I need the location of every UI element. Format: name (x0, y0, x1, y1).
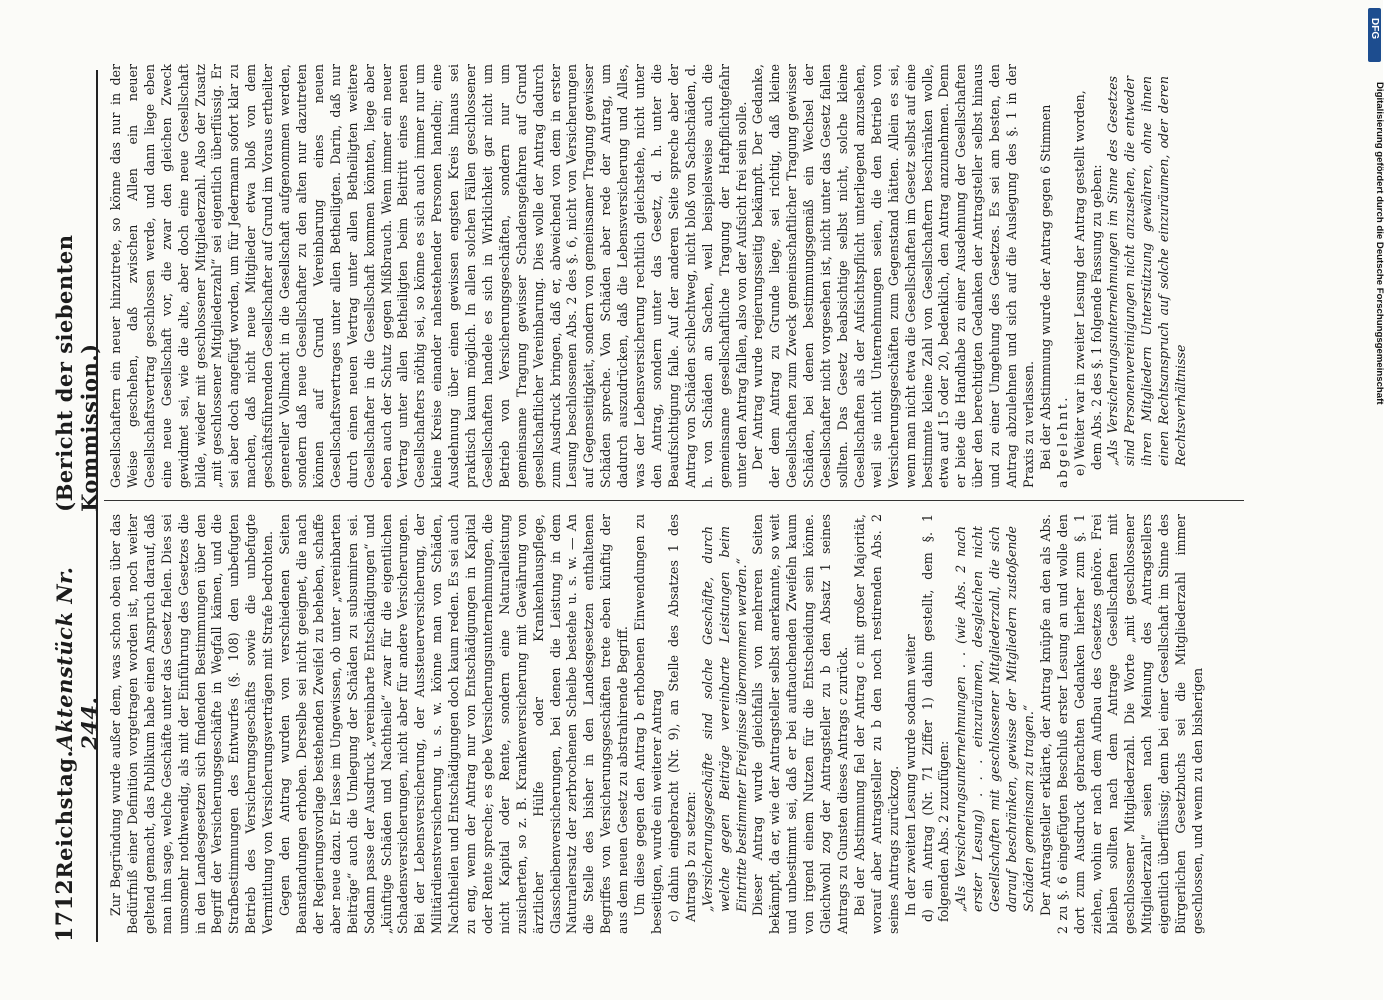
header-center-title: Aktenstück Nr. 244. (52, 566, 102, 750)
left-column-paragraph: Zur Begründung wurde außer dem, was schon oben über das Bedürfniß einer Definition vorgetragen worden ist, noch weiter geltend gemacht, das Publikum habe einen Anspruch darauf, daß man ihm sage, welche Geschäfte unter das Gesetz fielen. Dies sei umsomehr nothwendig, als mit der Einführung des Gesetzes die in den Landesgesetzen sich findenden Bestimmungen über den Begriff der Versicherungsgeschäfte in Wegfall kämen, und die Strafbestimmungen des Entwurfes (§. 108) den unbefugten Betrieb des Versicherungsgeschäfts sowie die unbefugte Vermittlung von Versicherungsverträgen mit Strafe bedrohten. (108, 514, 276, 934)
right-column-paragraph: „Als Versicherungsunternehmungen im Sinne des Gesetzes sind Personenvereinigungen nicht anzusehen, die entweder ihren Mitgliedern Unterstützung gewähren, ohne ihnen einen Rechtsanspruch auf solche einzuräumen, oder deren Rechtsverhältnisse (1105, 76, 1189, 466)
right-column-paragraph: Bei der Abstimmung wurde der Antrag gegen 6 Stimmen (1037, 104, 1053, 470)
header-right-title: (Bericht der siebenten Kommission.) (52, 234, 102, 512)
digitization-credit (1372, 12, 1386, 992)
left-column-paragraph: „Als Versicherungsunternehmungen . . (wie Abs. 2 nach erster Lesung) . . . einzuräumen, desgleichen nicht Gesellschaften mit geschlossener Mitgliederzahl, die sich darauf beschränken, gewisse der Mitgliedern zustoßende Schäden gemeinsam zu tragen.“ (953, 526, 1036, 912)
left-column-paragraph: In der zweiten Lesung wurde sodann weiter (902, 634, 918, 916)
left-column-paragraph: Dieser Antrag wurde gleichfalls von mehreren Seiten bekämpft, da er, wie der Antragsteller selbst anerkannte, so weit und unbestimmt sei, daß er bei auftauchenden Zweifeln kaum von irgend einem Nutzen für die Entscheidung sein könne. Gleichwohl zog der Antragsteller zu b den Absatz 1 seines Antrags zu Gunsten dieses Antrags c zurück. (750, 514, 850, 934)
dfg-logo (1368, 8, 1381, 62)
right-column-paragraph: Gesellschaftern ein neuer hinzutrete, so könne das nur in der Weise geschehen, daß zwischen Allen ein neuer Gesellschaftsvertrag geschlossen werde, und dann liege eben eine neue Gesellschaft vor, die zwar den gleichen Zweck gewidmet sei, wie die alte, aber doch eine neue Gesellschaft bilde, wieder mit geschlossener Mitgliederzahl. Also der Zusatz „mit geschlossener Mitgliederzahl“ sei eigentlich überflüssig. Er sei aber doch angefügt worden, um für Jedermann sofort klar zu machen, daß nicht neue Mitglieder etwa bloß von dem geschäftsführenden Gesellschafter auf Grund im Voraus ertheilter genereller Vollmacht in die Gesellschaft aufgenommen werden, sondern daß neue Gesellschafter zu den alten nur dazutreten können auf Grund Vereinbarung eines neuen Gesellschaftsvertrages unter allen Betheiligten. Darin, daß nur durch einen neuen Vertrag unter allen Betheiligten weitere Gesellschafter in die Gesellschaft kommen könnten, liege aber eben auch der Schutz gegen Mißbrauch. Wenn immer ein neuer Vertrag unter allen Betheiligten beim Beitritt eines neuen Gesellschafters nöthig sei, so könne es sich auch immer nur um kleine Kreise einander nahestehender Personen handeln; eine Ausdehnung über einen gewissen engsten Kreis hinaus sei praktisch kaum möglich. In allen solchen Fällen geschlossener Gesellschaften handele es sich in Wirklichkeit gar nicht um Betrieb von Versicherungsgeschäften, sondern nur um gemeinsame Tragung gewisser Schadensgefahren auf Grund gesellschaftlicher Vereinbarung. Dies wolle der Antrag dadurch zum Ausdruck bringen, daß er, abweichend von dem in erster Lesung beschlossenen Abs. 2 des §. 6, nicht von Versicherungen auf Gegenseitigkeit, sondern von gemeinsamer Tragung gewisser Schäden spreche. Von Schäden aber rede der Antrag, um dadurch auszudrücken, daß die Lebensversicherung und Alles, was der Lebensversicherung rechtlich gleichstehe, nicht unter den Antrag, sondern unter das Gesetz, d. h. unter die Beaufsichtigung falle. Auf der anderen Seite spreche aber der Antrag von Schäden schlechtweg, nicht bloß von Sachschäden, d. h. von Schäden an Sachen, weil beispielsweise auch die gemeinsame gesellschaftliche Tragung der Haftpflichtgefahr unter den Antrag fallen, also von der Aufsicht frei sein solle. (108, 64, 749, 488)
left-column-paragraph: Der Antragsteller erklärte, der Antrag knüpfe an den als Abs. 2 zu §. 6 eingefügten Beschluß erster Lesung an und wolle den dort zum Ausdruck gebrachten Gedanken hierher zum §. 1 ziehen, wohin er nach dem Aufbau des Gesetzes gehöre. Frei bleiben sollten nach dem Antrage Gesellschaften mit geschlossener Mitgliederzahl. Die Worte „mit geschlossener Mitgliederzahl“ seien nach Meinung des Antragstellers eigentlich überflüssig; denn bei einer Gesellschaft im Sinne des Bürgerlichen Gesetzbuchs sei die Mitgliederzahl immer geschlossen, und wenn zu den bisherigen (1037, 514, 1205, 934)
right-column-paragraph: Der Antrag wurde regierungsseitig bekämpft. Der Gedanke, der dem Antrag zu Grunde liege, sei richtig, daß kleine Gesellschaften zum Zweck gemeinschaftlicher Tragung gewisser Schäden, bei denen bestimmungsgemäß ein Wechsel der Gesellschafter nicht vorgesehen ist, nicht unter das Gesetz fallen sollten. Das Gesetz beabsichtige selbst nicht, solche kleine Gesellschaften als der Aufsichtspflicht unterliegend anzusehen, weil sie nicht Unternehmungen seien, die den Betrieb von Versicherungsgeschäften zum Gegenstand hätten. Allein es sei, wenn man nicht etwa die Gesellschaften im Gesetz selbst auf eine bestimmte kleine Zahl von Gesellschaftern beschränken wolle, etwa auf 15 oder 20, bedenklich, den Antrag anzunehmen. Denn er biete die Handhabe zu einer Ausdehnung der Gesellschaften über den berechtigten Gedanken der Antragsteller selbst hinaus und zu einer Umgehung des Gesetzes. Es sei am besten, den Antrag abzulehnen und sich auf die Auslegung des §. 1 in der Praxis zu verlassen. (750, 64, 1036, 488)
left-column-paragraph: c) dahin eingebracht (Nr. 9), an Stelle des Absatzes 1 des Antrags b zu setzen: (665, 514, 698, 922)
page-header (52, 70, 102, 942)
right-text-column (108, 64, 1243, 488)
left-column-paragraph: Gegen den Antrag wurden von verschiedenen Seiten Beanstandungen erhoben. Derselbe sei nicht geeignet, die nach der Regierungsvorlage bestehenden Zweifel zu beheben, schaffe aber neue dazu. Er lasse im Ungewissen, ob unter „vereinbarten Beiträge“ auch die Umlegung der Schäden zu subsumiren sei. Sodann passe der Ausdruck „vereinbarte Entschädigungen“ und „künftige Schäden und Nachtheile“ zwar für die eigentlichen Schadensversicherungen, nicht aber für andere Versicherungen. Bei der Lebensversicherung, der Aussteuerversicherung, der Militärdienstversicherung u. s. w. könne man von Schäden, Nachtheilen und Entschädigungen doch kaum reden. Es sei auch zu eng, wenn der Antrag nur von Entschädigungen in Kapital oder Rente spreche; es gebe Versicherungsunternehmungen, die nicht Kapital oder Rente, sondern eine Naturalleistung zusicherten, so z. B. Krankenversicherung mit Gewährung von ärztlicher Hülfe oder Krankenhauspflege, Glasscheibenversicherungen, bei denen die Leistung in dem Naturalersatz der zerbrochenen Scheibe bestehe u. s. w. — An die Stelle des bisher in den Landesgesetzen enthaltenen Begriffes von Versicherungsgeschäften trete eben künftig der aus dem neuen Gesetz zu abstrahirende Begriff. (277, 514, 631, 934)
column-divider (104, 500, 1244, 501)
header-left-title: Reichstag. (52, 749, 77, 879)
right-column-paragraph: dem Abs. 2 des §. 1 folgende Fassung zu geben: (1088, 164, 1104, 470)
left-column-paragraph: „Versicherungsgeschäfte sind solche Geschäfte, durch welche gegen Beiträge vereinbarte Leistungen beim Eintritte bestimmter Ereignisse übernommen werden.“ (699, 526, 749, 912)
dfg-logo-text: DFG (1369, 18, 1380, 40)
right-column-paragraph: e) Weiter war in zweiter Lesung der Antrag gestellt worden, (1071, 90, 1087, 476)
left-column-paragraph: d) ein Antrag (Nr. 71 Ziffer 1) dahin gestellt, dem §. 1 folgenden Abs. 2 zuzufügen: (919, 514, 952, 922)
left-column-paragraph: Um diese gegen den Antrag b erhobenen Einwendungen zu beseitigen, wurde ein weiterer Antrag (632, 514, 664, 934)
credit-text: Digitalisierung gefördert durch die Deutsche Forschungsgemeinschaft (1374, 82, 1385, 405)
left-text-column (108, 514, 1243, 934)
header-rule (96, 70, 98, 942)
page-number: 1712 (52, 878, 78, 942)
right-column-paragraph: abgelehnt. (1054, 395, 1070, 488)
left-column-paragraph: Bei der Abstimmung fiel der Antrag c mit großer Majorität, worauf aber Antragsteller zu b den noch restirenden Abs. 2 seines Antrags zurückzog. (851, 514, 901, 934)
